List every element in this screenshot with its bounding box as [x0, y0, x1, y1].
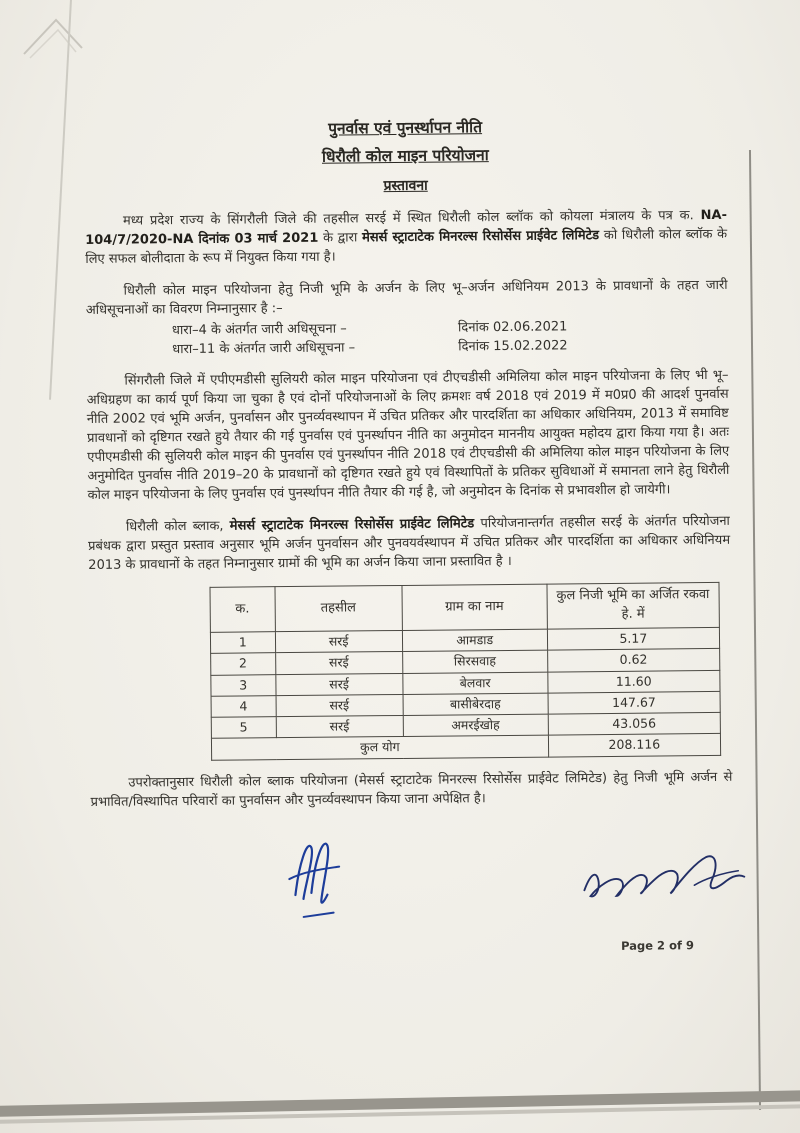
paragraph-4 [88, 513, 731, 576]
page-number: Page 2 of 9 [621, 937, 695, 953]
company-name: मेसर्स स्ट्राटाटेक मिनरल्स रिसोर्सेस प्राईवेट लिमिटेड [229, 516, 475, 534]
cell-serial: 2 [211, 653, 276, 675]
table-header [210, 583, 719, 633]
total-label: कुल योग [211, 735, 548, 759]
scan-right-edge [749, 150, 761, 1110]
fold-crease-mark [16, 8, 96, 68]
cell-tehsil: सरई [275, 652, 402, 674]
header-serial: क. [210, 587, 275, 633]
title-block [84, 114, 727, 200]
notification-date: दिनांक 02.06.2021 [457, 318, 568, 335]
cell-area: 43.056 [548, 713, 721, 736]
cell-serial: 5 [211, 717, 276, 739]
land-acquisition-table [209, 582, 721, 760]
cell-tehsil: सरई [276, 694, 403, 716]
header-tehsil: तहसील [274, 586, 402, 632]
paragraph-3: सिंगरौली जिले में एपीएमडीसी सुलियरी कोल माइन परियोजना एवं टीएचडीसी अमिलिया कोल माइन परियोजना के लिए भी भू–अधिग्रहण का कार्य पूर्ण किया जा चुका है एवं दोनों परियोजनाओं के लिए क्रमशः वर्ष 2018 एवं 2019 में म0प्र0 की आदर्श पुनर्वास नीति 2002 एवं भूमि अर्जन, पुनर्वासन और पुनर्व्यवस्थापन में उचित प्रतिकर और पारदर्शिता का अधिकार अधिनियम, 2013 में समाविष्ट प्रावधानों को दृष्टिगत रखते हुये तैयार की गई पुनर्वास एवं पुनर्स्थापन नीति का अनुमोदन माननीय आयुक्त महोदय द्वारा किया गया है। अतः एपीएमडीसी की सुलियरी कोल माइन की पुनर्वास एवं पुनर्स्थापन नीति 2018 एवं टीएचडीसी की अमिलिया कोल माइन परियोजना के लिए अनुमोदित पुनर्वास नीति 2019–20 के प्रावधानों को दृष्टिगत रखते हुये एवं विस्थापितों के प्रतिकर सुविधाओं में समानता लाने हेतु धिरौली कोल माइन परियोजना के लिए पुनर्वास एवं पुनर्स्थापन नीति तैयार की गई है, जो अनुमोदन के दिनांक से प्रभावशील हो जायेगी। [86, 368, 730, 504]
table-body [210, 628, 720, 760]
cell-tehsil: सरई [275, 631, 402, 653]
header-village: ग्राम का नाम [402, 584, 547, 630]
document-title-line1: पुनर्वास एवं पुनर्स्थापन नीति [328, 118, 483, 138]
table-header-row [210, 583, 719, 633]
cell-tehsil: सरई [275, 673, 402, 695]
cell-village: अमरईखोह [403, 714, 548, 737]
notification-date: दिनांक 15.02.2022 [458, 337, 568, 354]
cell-tehsil: सरई [276, 716, 403, 738]
signature-area [91, 816, 735, 997]
signature-left-ink [281, 832, 362, 928]
header-area: कुल निजी भूमि का अर्जित रकवा हे. में [547, 583, 720, 630]
cell-serial: 3 [211, 674, 276, 696]
notification-list [172, 316, 728, 359]
paragraph-1-text: मध्य प्रदेश राज्य के सिंगरौली जिले की तहसील सरई में स्थित धिरौली कोल ब्लॉक को कोयला मंत्रालय के पत्र क. [122, 207, 701, 229]
cell-village: सिरसवाह [402, 650, 547, 673]
cell-serial: 1 [210, 632, 275, 654]
cell-area: 0.62 [547, 649, 720, 672]
table-total-row [211, 734, 720, 760]
paragraph-1-text: के द्वारा [318, 229, 363, 246]
paragraph-4-text: धिरौली कोल ब्लाक, [125, 518, 230, 535]
notification-row-section11 [172, 335, 728, 359]
cell-village: आमडाड [402, 629, 547, 652]
paragraph-1-text: को धिरौली कोल ब्लॉक के लिए सफल बोलीदाता के रूप में नियुक्त किया गया है। [85, 226, 728, 267]
notification-label: धारा–11 के अंतर्गत जारी अधिसूचना – [172, 339, 356, 357]
letter-reference-number: NA-104/7/2020-NA दिनांक 03 मार्च 2021 [85, 207, 728, 248]
cell-serial: 4 [211, 696, 276, 718]
total-value: 208.116 [548, 734, 721, 757]
cell-village: बेलवार [403, 672, 548, 695]
paragraph-4-text: परियोजनान्तर्गत तहसील सरई के अंतर्गत परियोजना प्रबंधक द्वारा प्रस्तुत प्रस्ताव अनुसार भूमि अर्जन पुनर्वासन और पुनवयर्वस्थापन में उचित प्रतिकर और पारदर्शिता का अधिकार अधिनियम 2013 के प्रावधानों के तहत निम्नानुसार ग्रामों की भूमि का अर्जन किया जाना प्रस्तावित है । [88, 514, 731, 574]
signature-right-ink [576, 844, 752, 916]
document-title-line2: धिरौली कोल माइन परियोजना [321, 145, 489, 166]
section-heading-prastavana: प्रस्तावना [383, 177, 428, 195]
cell-area: 11.60 [547, 670, 720, 693]
notification-label: धारा–4 के अंतर्गत जारी अधिसूचना – [171, 321, 347, 338]
paragraph-5: उपरोक्तानुसार धिरौली कोल ब्लाक परियोजना (मेसर्स स्ट्राटाटेक मिनरल्स रिसोर्सेस प्राईवेट लिमिटेड) हेतु निजी भूमि अर्जन से प्रभावित/विस्थापित परिवारों का पुनर्वासन और पुनर्व्यवस्थापन किया जाना अपेक्षित है। [90, 769, 733, 810]
cell-area: 147.67 [548, 691, 721, 714]
document-content [84, 114, 734, 998]
paragraph-2: धिरौली कोल माइन परियोजना हेतु निजी भूमि के अर्जन के लिए भू–अर्जन अधिनियम 2013 के प्रावधानों के तहत जारी अधिसूचनाओं का विवरण निम्नानुसार है :– [85, 277, 728, 318]
cell-village: बासीबेरदाह [403, 693, 548, 716]
cell-area: 5.17 [547, 628, 720, 651]
paragraph-1 [85, 207, 728, 270]
company-name: मेसर्स स्ट्राटाटेक मिनरल्स रिसोर्सेस प्राईवेट लिमिटेड [361, 227, 600, 245]
